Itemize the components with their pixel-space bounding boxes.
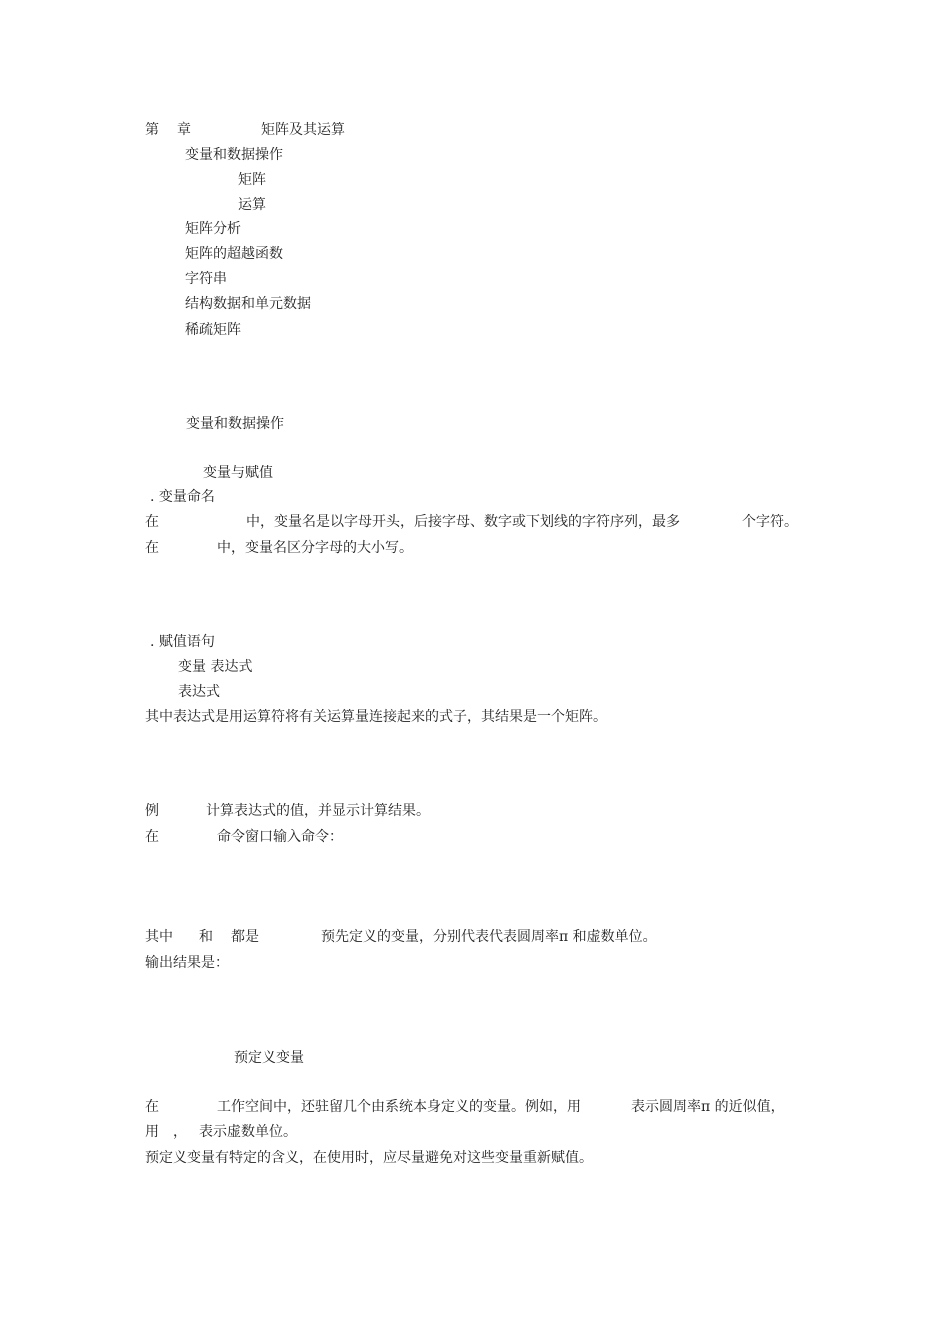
paragraph-text: 命令窗口输入命令： [217, 829, 343, 845]
paragraph-text: 其中 [145, 929, 173, 945]
toc-item: 变量和数据操作 [185, 147, 283, 163]
paragraph-text: 都是 [231, 929, 259, 945]
paragraph-text: 表示虚数单位。 [199, 1124, 297, 1140]
naming-heading: . 变量命名 [150, 489, 215, 505]
toc-item: 矩阵 [238, 172, 266, 188]
syntax-form: 表达式 [178, 684, 220, 700]
paragraph-text: 中，变量名区分字母的大小写。 [217, 540, 413, 556]
paragraph-text: 用 [145, 1124, 159, 1140]
chapter-prefix: 第 [145, 122, 159, 138]
toc-item: 稀疏矩阵 [185, 322, 241, 338]
paragraph-text: 输出结果是： [145, 955, 229, 971]
paragraph-text: 中，变量名是以字母开头，后接字母、数字或下划线的字符序列，最多 [246, 514, 680, 530]
toc-item: 运算 [238, 197, 266, 213]
paragraph-text: 在 [145, 829, 159, 845]
paragraph-text: 工作空间中，还驻留几个由系统本身定义的变量。例如，用 [217, 1099, 581, 1115]
section-heading: 预定义变量 [234, 1050, 304, 1066]
assignment-heading: . 赋值语句 [150, 634, 215, 650]
toc-item: 矩阵分析 [185, 221, 241, 237]
toc-item: 字符串 [185, 271, 227, 287]
paragraph-text: ， [173, 1124, 187, 1140]
toc-item: 结构数据和单元数据 [185, 296, 311, 312]
subsection-heading: 变量与赋值 [203, 465, 273, 481]
paragraph-text: 预定义变量有特定的含义，在使用时，应尽量避免对这些变量重新赋值。 [145, 1150, 593, 1166]
paragraph-text: 在 [145, 540, 159, 556]
toc-item: 矩阵的超越函数 [185, 246, 283, 262]
paragraph-text: 个字符。 [742, 514, 798, 530]
syntax-form: 变量 表达式 [178, 659, 253, 675]
paragraph-text: 在 [145, 514, 159, 530]
paragraph-text: 其中表达式是用运算符将有关运算量连接起来的式子，其结果是一个矩阵。 [145, 709, 607, 725]
example-text: 计算表达式的值，并显示计算结果。 [206, 803, 430, 819]
paragraph-text: 在 [145, 1099, 159, 1115]
paragraph-text: 和 [199, 929, 213, 945]
paragraph-text: 预先定义的变量，分别代表代表圆周率π 和虚数单位。 [321, 929, 657, 945]
paragraph-text: 表示圆周率π 的近似值， [631, 1099, 785, 1115]
example-label: 例 [145, 803, 159, 819]
chapter-suffix: 章 [177, 122, 191, 138]
chapter-title: 矩阵及其运算 [261, 122, 345, 138]
section-heading: 变量和数据操作 [186, 416, 284, 432]
